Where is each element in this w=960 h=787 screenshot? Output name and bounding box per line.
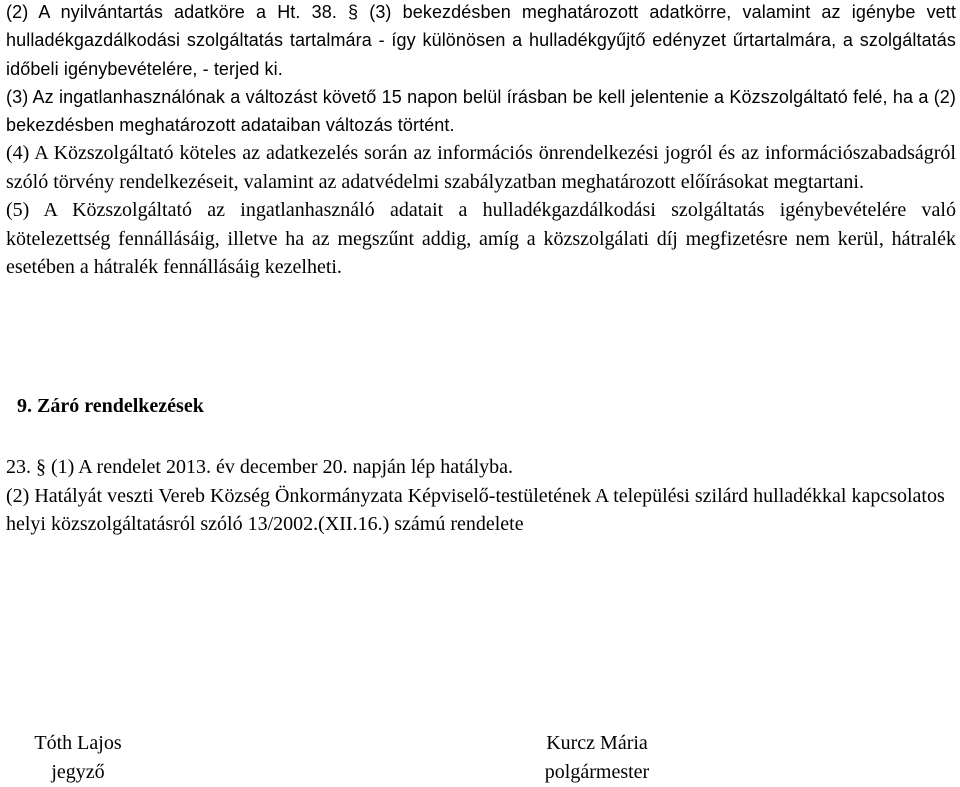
signatory-role: jegyző: [51, 761, 105, 783]
signatory-name: Tóth Lajos: [34, 732, 122, 754]
section-heading: 9. Záró rendelkezések: [17, 395, 204, 417]
signatory-role: polgármester: [544, 761, 650, 783]
closing-section: [6, 453, 956, 539]
effective-date-paragraph: 23. § (1) A rendelet 2013. év december 20. napján lép hatályba.: [6, 456, 514, 478]
paragraph-3: (3) Az ingatlanhasználónak a változást követő 15 napon belül írásban be kell jelentenie a Közszolgáltató felé, ha a (2) bekezdésben meghatározott adataiban változás történt.: [6, 86, 956, 136]
repeal-paragraph: (2) Hatályát veszti Vereb Község Önkormányzata Képviselő-testületének A települési szilárd hulladékkal kapcsolatos helyi közszolgáltatásról szóló 13/2002.(XII.16.) számú rendelete: [6, 484, 945, 535]
signature-block-notary: [22, 729, 134, 787]
paragraph-4: (4) A Közszolgáltató köteles az adatkezelés során az információs önrendelkezési jogról és az információszabadságról szóló törvény rendelkezéseit, valamint az adatvédelmi szabályzatban meghatározott előírásokat megtartani.: [6, 142, 956, 193]
signatory-name: Kurcz Mária: [546, 732, 648, 754]
paragraph-5: (5) A Közszolgáltató az ingatlanhasználó adatait a hulladékgazdálkodási szolgáltatás igénybevételére való kötelezettség fennállásáig, illetve ha az megszűnt addig, amíg a közszolgálati díj megfizetésre nem kerül, hátralék esetében a hátralék fennállásáig kezelheti.: [6, 199, 956, 279]
signature-block-mayor: [528, 729, 666, 787]
document-body: [6, 0, 956, 282]
paragraph-2: (2) A nyilvántartás adatköre a Ht. 38. § (3) bekezdésben meghatározott adatkörre, valamint az igénybe vett hulladékgazdálkodási szolgáltatás tartalmára - így különösen a hulladékgyűjtő edényzet űrtartalmára, a szolgáltatás időbeli igénybevételére, - terjed ki.: [6, 2, 956, 79]
